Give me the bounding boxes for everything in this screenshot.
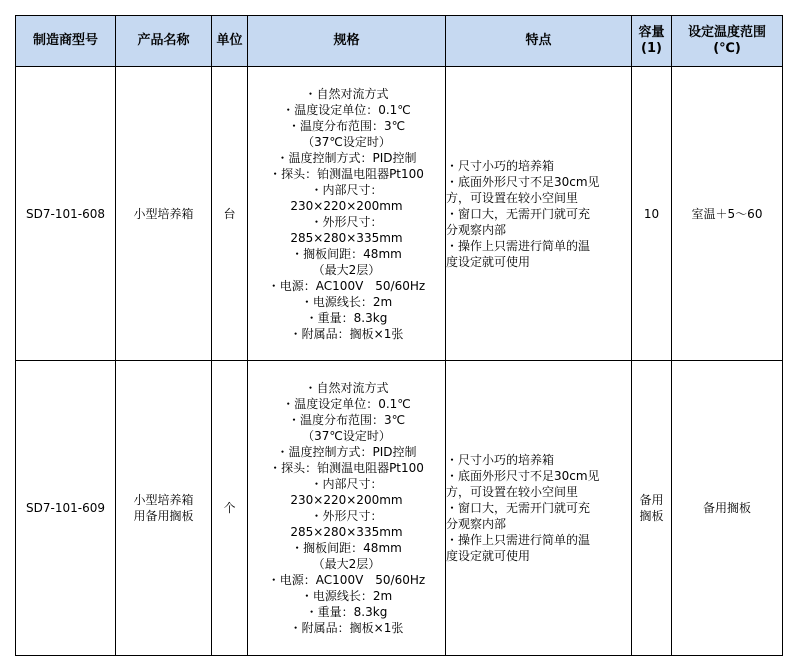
header-spec: 规格	[248, 16, 446, 67]
text-line: ・内部尺寸：	[310, 182, 383, 197]
temp-range-cell: 备用搁板	[672, 361, 783, 656]
text-line: ・外形尺寸：	[310, 509, 383, 523]
text-line: （37℃设定时）	[302, 134, 391, 149]
text-line: 用备用搁板	[133, 509, 194, 523]
text-line: （最大2层）	[312, 557, 381, 571]
header-capacity	[632, 16, 672, 67]
text-line: 搁板	[639, 509, 664, 523]
text-line: 小型培养箱	[133, 493, 194, 507]
header-temp-range	[672, 16, 783, 67]
model-cell: SD7-101-608	[16, 67, 116, 361]
feature-line: 度设定就可使用	[446, 549, 531, 563]
feature-line: ・底面外形尺寸不足30cm见	[446, 174, 600, 189]
spec-cell	[248, 67, 446, 361]
header-row	[16, 16, 783, 67]
text-line: ・自然对流方式	[304, 381, 389, 395]
header-model: 制造商型号	[16, 16, 116, 67]
header-capacity-line: (1)	[641, 41, 662, 56]
feature-line: ・窗口大，无需开门就可充	[446, 206, 591, 221]
text-line: ・重量：8.3kg	[305, 310, 388, 325]
feature-line: ・窗口大，无需开门就可充	[446, 501, 591, 515]
feature-line: 方，可设置在较小空间里	[446, 190, 579, 205]
product-name-lines	[116, 206, 211, 222]
text-line: ・附属品：搁板×1张	[289, 621, 404, 635]
text-line: ・附属品：搁板×1张	[289, 326, 404, 341]
model-cell: SD7-101-609	[16, 361, 116, 656]
text-line: ・温度分布范围：3℃	[287, 413, 406, 427]
feature-line: 分观察内部	[446, 222, 507, 237]
feature-line: ・尺寸小巧的培养箱	[446, 158, 555, 173]
table-row	[16, 361, 783, 656]
table-row	[16, 67, 783, 361]
text-line: ・电源：AC100V 50/60Hz	[267, 573, 426, 587]
features-cell	[446, 67, 632, 361]
feature-line: ・尺寸小巧的培养箱	[446, 453, 555, 467]
text-line: ・重量：8.3kg	[305, 605, 388, 619]
text-line: 备用	[639, 493, 664, 507]
feature-lines	[446, 158, 631, 270]
header-features: 特点	[446, 16, 632, 67]
header-unit: 单位	[212, 16, 248, 67]
text-line: 230×220×200mm	[290, 493, 403, 507]
text-line: ・探头：铂测温电阻器Pt100	[269, 166, 424, 181]
text-line: 285×280×335mm	[290, 525, 403, 539]
text-line: 10	[643, 206, 660, 221]
text-line: ・温度控制方式：PID控制	[276, 150, 417, 165]
text-line: ・温度设定单位：0.1℃	[282, 102, 411, 117]
text-line: ・外形尺寸：	[310, 214, 383, 229]
text-line: ・电源线长：2m	[300, 589, 393, 603]
capacity-cell	[632, 361, 672, 656]
header-capacity-line: 容量	[638, 25, 665, 40]
spec-lines	[248, 86, 445, 342]
text-line: ・搁板间距：48mm	[291, 541, 402, 555]
text-line: ・温度控制方式：PID控制	[276, 445, 417, 459]
unit-cell: 个	[212, 361, 248, 656]
temp-range-cell: 室温＋5～60	[672, 67, 783, 361]
feature-line: 分观察内部	[446, 517, 507, 531]
text-line: ・搁板间距：48mm	[291, 246, 402, 261]
spec-lines	[248, 380, 445, 636]
text-line: ・温度分布范围：3℃	[287, 118, 406, 133]
feature-line: ・底面外形尺寸不足30cm见	[446, 469, 600, 483]
text-line: ・内部尺寸：	[310, 477, 383, 491]
product-name-cell	[116, 361, 212, 656]
header-temp-range-line: 设定温度范围	[687, 25, 766, 40]
text-line: 230×220×200mm	[290, 198, 403, 213]
text-line: 285×280×335mm	[290, 230, 403, 245]
feature-line: 方，可设置在较小空间里	[446, 485, 579, 499]
capacity-lines	[632, 206, 671, 222]
text-line: ・自然对流方式	[304, 86, 389, 101]
header-temp-range-line: (℃)	[713, 41, 741, 56]
capacity-cell	[632, 67, 672, 361]
feature-line: ・操作上只需进行简单的温	[446, 238, 591, 253]
text-line: ・温度设定单位：0.1℃	[282, 397, 411, 411]
text-line: ・电源：AC100V 50/60Hz	[267, 278, 426, 293]
features-cell	[446, 361, 632, 656]
header-product-name: 产品名称	[116, 16, 212, 67]
feature-line: ・操作上只需进行简单的温	[446, 533, 591, 547]
spec-cell	[248, 361, 446, 656]
capacity-lines	[632, 492, 671, 524]
feature-lines	[446, 452, 631, 564]
text-line: （37℃设定时）	[302, 429, 391, 443]
product-name-cell	[116, 67, 212, 361]
unit-cell: 台	[212, 67, 248, 361]
product-name-lines	[116, 492, 211, 524]
text-line: 小型培养箱	[133, 206, 194, 221]
feature-line: 度设定就可使用	[446, 254, 531, 269]
text-line: （最大2层）	[312, 262, 381, 277]
text-line: ・电源线长：2m	[300, 294, 393, 309]
product-spec-table	[15, 15, 783, 656]
text-line: ・探头：铂测温电阻器Pt100	[269, 461, 424, 475]
